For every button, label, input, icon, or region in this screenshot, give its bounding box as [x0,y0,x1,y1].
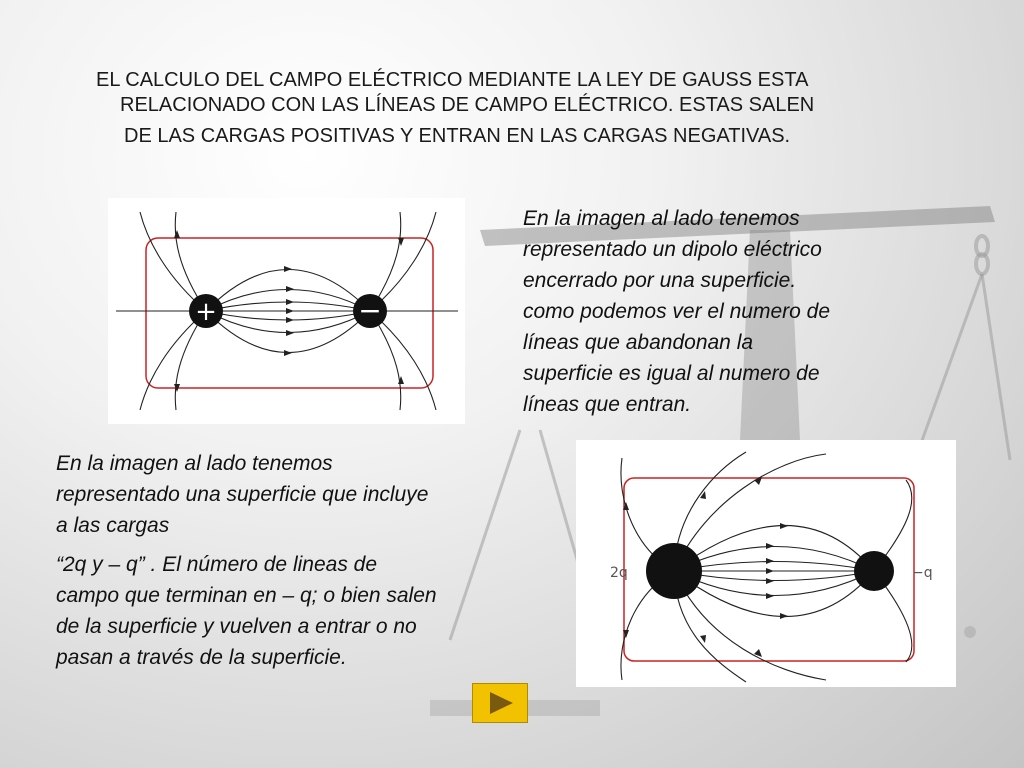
dipole-description-line: superficie es igual al numero de [523,362,820,385]
positive-charge-2q [646,543,702,599]
charges-description-p2-line: “2q y – q” . El número de lineas de [56,553,378,576]
gaussian-surface [146,238,433,388]
field-line [674,454,826,571]
field-arrow [780,523,788,529]
negative-charge-q [854,551,894,591]
charges-diagram [576,440,956,687]
positive-charge-symbol: + [195,297,217,327]
dipole-diagram [108,198,465,424]
field-arrow [284,350,292,356]
next-slide-button[interactable] [472,683,528,723]
charges-description-paragraph-1 [56,448,536,541]
charges-description-paragraph-2 [56,549,536,673]
field-arrow [286,317,294,323]
slide-title [96,66,946,150]
field-arrow [766,568,774,574]
field-arrow [286,330,294,336]
dipole-description-line: líneas que entran. [523,393,692,416]
charges-description-p1-line: representado una superficie que incluye [56,483,429,506]
charges-description-p2-line: pasan a través de la superficie. [56,646,347,669]
dipole-description-line: líneas que abandonan la [523,331,754,354]
dipole-description [523,203,923,420]
label-2q: 2q [610,565,628,581]
charges-description-p1-line: En la imagen al lado tenemos [56,452,333,475]
dipole-description-line: como podemos ver el numero de [523,300,830,323]
play-triangle-icon [473,684,527,722]
charges-figure [576,440,956,687]
dipole-figure [108,198,465,424]
title-line-1: EL CALCULO DEL CAMPO ELÉCTRICO MEDIANTE LA LEY DE GAUSS ESTA [96,69,809,91]
field-line [674,547,874,572]
field-line [674,562,874,572]
field-arrow [766,558,774,564]
field-arrow [700,635,706,643]
field-line [674,571,874,581]
title-line-2: RELACIONADO CON LAS LÍNEAS DE CAMPO ELÉCTRICO. ESTAS SALEN [120,94,815,116]
field-arrow [766,593,774,599]
field-arrow [286,286,294,292]
field-line [674,526,874,572]
field-arrow [286,299,294,305]
dipole-description-line: representado un dipolo eléctrico [523,238,822,261]
field-arrow [766,543,774,549]
negative-charge-symbol: − [358,294,382,327]
field-line [674,571,874,617]
scale-bolt [964,626,976,638]
field-arrow [780,613,788,619]
field-arrow [284,266,292,272]
dipole-description-line: encerrado por una superficie. [523,269,797,292]
charges-description-p2-line: de la superficie y vuelven a entrar o no [56,615,417,638]
charges-description-p2-line: campo que terminan en – q; o bien salen [56,584,437,607]
title-line-3: DE LAS CARGAS POSITIVAS Y ENTRAN EN LAS CARGAS NEGATIVAS. [124,125,791,147]
label-minus-q: −q [912,565,933,581]
field-arrow [286,308,294,314]
scale-rope-2 [982,274,1010,460]
scale-rope-1 [915,274,982,460]
charges-description-p1-line: a las cargas [56,514,170,537]
field-arrow [766,578,774,584]
dipole-description-line: En la imagen al lado tenemos [523,207,800,230]
charges-description [56,448,536,673]
field-line [674,571,826,680]
field-arrow [700,491,706,499]
field-line [674,571,874,596]
